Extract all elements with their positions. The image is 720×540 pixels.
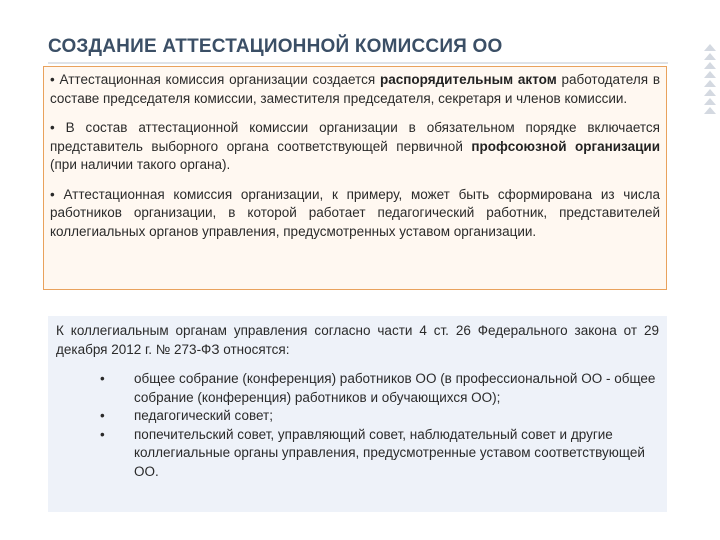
commission-info-box bbox=[43, 66, 667, 290]
list-item-text: общее собрание (конференция) работников ОО (в профессиональной ОО - общее собрание (конференция) работников и обучающихся ОО); bbox=[134, 371, 656, 405]
paragraph-text: Аттестационная комиссия организации, к примеру, может быть сформирована из числа работников организации, в которой работает педагогический работник, представителей коллегиальных органов управления, предусмотренных уставом организации. bbox=[50, 186, 660, 239]
collegial-list bbox=[56, 370, 659, 481]
paragraph-bold: распорядительным актом bbox=[380, 72, 557, 87]
bullet: • bbox=[100, 408, 105, 423]
title-divider bbox=[48, 62, 668, 64]
paragraph-bold: профсоюзной организации bbox=[471, 138, 660, 154]
list-item-text: педагогический совет; bbox=[134, 408, 273, 423]
paragraph-text: работодателя в составе председателя комиссии, заместителя председателя, секретаря и членов комиссии. bbox=[50, 72, 660, 106]
bullet: • bbox=[50, 72, 55, 87]
list-item-text: попечительский совет, управляющий совет, наблюдательный совет и другие коллегиальные органы управления, предусмотренные уставом соответствующей ОО. bbox=[134, 426, 645, 479]
list-item bbox=[56, 426, 659, 482]
paragraph-text: В состав аттестационной комиссии организации в обязательном порядке включается представитель выборного органа соответствующей первичной bbox=[50, 120, 660, 154]
bullet: • bbox=[50, 186, 55, 202]
paragraph-text: (при наличии такого органа). bbox=[50, 157, 231, 172]
bullet: • bbox=[50, 120, 55, 135]
page-title: СОЗДАНИЕ АТТЕСТАЦИОННОЙ КОМИССИЯ ОО bbox=[48, 36, 503, 57]
collegial-bodies-box bbox=[48, 316, 667, 512]
paragraph-1 bbox=[50, 71, 660, 108]
list-item bbox=[56, 370, 659, 407]
list-item bbox=[56, 407, 659, 426]
paragraph-2 bbox=[50, 119, 660, 175]
bullet: • bbox=[100, 426, 105, 442]
paragraph-text: Аттестационная комиссия организации создается bbox=[59, 72, 380, 87]
paragraph-3 bbox=[50, 186, 660, 242]
collegial-intro: К коллегиальным органам управления согласно части 4 ст. 26 Федерального закона от 29 декабря 2012 г. № 273-ФЗ относятся: bbox=[56, 323, 659, 357]
bullet: • bbox=[100, 371, 105, 386]
chevron-decoration-icon bbox=[704, 44, 718, 114]
